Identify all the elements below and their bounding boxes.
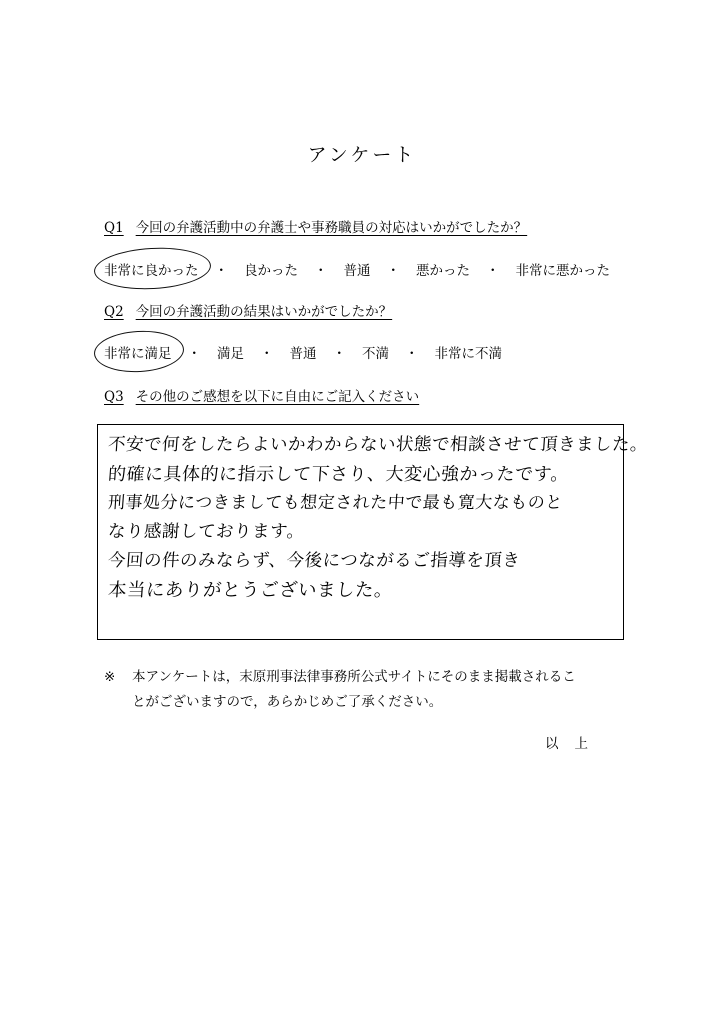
- q2-option-average[interactable]: 普通: [289, 346, 317, 362]
- question-3: [104, 385, 419, 405]
- note-text-line-2: とがございますので，あらかじめご了承ください。: [132, 694, 443, 710]
- publication-note: [104, 665, 604, 715]
- q1-option-average[interactable]: 普通: [343, 263, 371, 279]
- question-2: [104, 300, 392, 320]
- option-separator: ・: [405, 346, 419, 362]
- question-1: [104, 216, 527, 236]
- question-3-text: その他のご感想を以下に自由にご記入ください: [135, 389, 420, 405]
- closing-mark: 以上: [545, 736, 604, 752]
- option-separator: ・: [486, 263, 500, 279]
- page-title: アンケート: [307, 144, 417, 166]
- handwritten-line: 刑事処分につきましても想定された中で最も寛大なものと: [107, 493, 564, 513]
- option-separator: ・: [332, 346, 346, 362]
- option-separator: ・: [214, 263, 228, 279]
- q1-option-bad[interactable]: 悪かった: [416, 263, 470, 279]
- question-3-number: Q3: [104, 389, 124, 405]
- q2-option-very-dissatisfied[interactable]: 非常に不満: [434, 346, 502, 362]
- option-separator: ・: [260, 346, 274, 362]
- question-2-text: 今回の弁護活動の結果はいかがでしたか？: [135, 304, 393, 320]
- handwritten-line: 不安で何をしたらよいかわからない状態で相談させて頂きました。: [107, 435, 649, 455]
- q1-option-very-bad[interactable]: 非常に悪かった: [515, 263, 610, 279]
- handwritten-line: 本当にありがとうございました。: [107, 580, 394, 601]
- q1-option-good[interactable]: 良かった: [244, 263, 298, 279]
- q2-option-satisfied[interactable]: 満足: [217, 346, 244, 362]
- q2-option-very-satisfied[interactable]: 非常に満足: [104, 342, 172, 362]
- question-2-number: Q2: [104, 304, 124, 320]
- question-1-text: 今回の弁護活動中の弁護士や事務職員の対応はいかがでしたか？: [135, 220, 528, 236]
- question-2-options: [104, 342, 502, 362]
- handwritten-line: 的確に具体的に指示して下さり、大変心強かったです。: [107, 464, 570, 485]
- free-comment-box[interactable]: [97, 424, 649, 640]
- handwritten-line: なり感謝しております。: [107, 522, 306, 542]
- handwritten-line: 今回の件のみならず、今後につながるご指導を頂き: [107, 551, 521, 571]
- option-separator: ・: [386, 263, 400, 279]
- q1-option-very-good[interactable]: 非常に良かった: [104, 259, 199, 279]
- q2-option-dissatisfied[interactable]: 不満: [362, 346, 389, 362]
- option-separator: ・: [314, 263, 328, 279]
- question-1-number: Q1: [104, 220, 124, 236]
- note-mark: ※: [104, 669, 116, 685]
- question-1-options: [104, 259, 610, 279]
- note-text-line-1: 本アンケートは，末原刑事法律事務所公式サイトにそのまま掲載されるこ: [132, 669, 576, 685]
- option-separator: ・: [187, 346, 201, 362]
